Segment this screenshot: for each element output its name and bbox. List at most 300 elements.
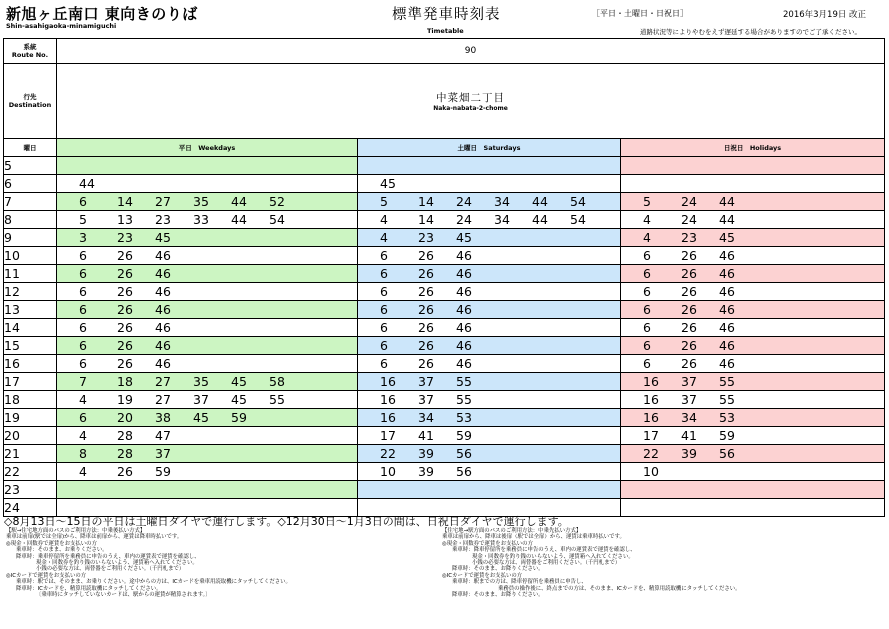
note-line: ◎現金・回数券で運賃をお支払いの方 xyxy=(442,540,533,547)
holiday-minutes-cell xyxy=(621,499,885,517)
holiday-minutes-cell xyxy=(621,373,885,391)
departure-minute: 37 xyxy=(418,374,434,389)
timetable xyxy=(3,38,885,517)
holiday-minutes-cell xyxy=(621,337,885,355)
departure-minute: 6 xyxy=(79,266,87,281)
weekday-minutes-cell xyxy=(57,229,358,247)
note-line: 乗車時：駅までの方は、降車停留所を乗務員に申告し、 xyxy=(452,579,587,586)
departure-minute: 39 xyxy=(681,446,697,461)
departure-minute: 28 xyxy=(117,446,133,461)
departure-minute: 6 xyxy=(79,194,87,209)
holiday-minutes-cell xyxy=(621,193,885,211)
weekday-minutes-cell xyxy=(57,157,358,175)
departure-minute: 26 xyxy=(117,266,133,281)
weekday-minutes-cell xyxy=(57,373,358,391)
departure-minute: 44 xyxy=(719,194,735,209)
hour-cell: 14 xyxy=(4,319,57,337)
holiday-minutes-cell xyxy=(621,355,885,373)
departure-minute: 26 xyxy=(117,338,133,353)
saturday-minutes-cell xyxy=(358,319,621,337)
hour-cell: 20 xyxy=(4,427,57,445)
saturday-minutes-cell xyxy=(358,301,621,319)
timetable-header xyxy=(0,0,889,38)
holiday-minutes-cell xyxy=(621,265,885,283)
special-schedule-notice: ◇8月13日～15日の平日は土曜日ダイヤで運行します。◇12月30日～1月3日の間は、日祝日ダイヤで運行します。 xyxy=(4,515,569,528)
departure-minute: 16 xyxy=(643,392,659,407)
note-line: 降車時：乗車停留所を乗務員に申告のうえ、車内の運賃表で運賃を確認し、 xyxy=(16,553,200,560)
departure-minute: 4 xyxy=(380,212,388,227)
departure-minute: 26 xyxy=(418,356,434,371)
departure-minute: 45 xyxy=(193,410,209,425)
departure-minute: 23 xyxy=(155,212,171,227)
saturday-minutes-cell xyxy=(358,373,621,391)
departure-minute: 46 xyxy=(719,284,735,299)
departure-minute: 5 xyxy=(380,194,388,209)
departure-minute: 4 xyxy=(643,230,651,245)
departure-minute: 47 xyxy=(155,428,171,443)
departure-minute: 35 xyxy=(193,194,209,209)
departure-minute: 16 xyxy=(380,392,396,407)
departure-minute: 26 xyxy=(418,284,434,299)
departure-minute: 6 xyxy=(380,356,388,371)
saturday-minutes-cell xyxy=(358,445,621,463)
timetable-row xyxy=(4,283,885,301)
departure-minute: 46 xyxy=(155,266,171,281)
departure-minute: 26 xyxy=(681,284,697,299)
hour-cell: 16 xyxy=(4,355,57,373)
saturday-minutes-cell xyxy=(358,409,621,427)
note-line: 乗車は前扉から、降車は後扉（駅では全扉）から、運賃は乗車時払いです。 xyxy=(442,534,625,541)
hour-cell: 6 xyxy=(4,175,57,193)
hour-cell: 9 xyxy=(4,229,57,247)
departure-minute: 39 xyxy=(418,464,434,479)
departure-minute: 45 xyxy=(231,374,247,389)
departure-minute: 27 xyxy=(155,194,171,209)
weekday-minutes-cell xyxy=(57,265,358,283)
hour-cell: 24 xyxy=(4,499,57,517)
departure-minute: 4 xyxy=(79,428,87,443)
holiday-minutes-cell xyxy=(621,229,885,247)
hour-cell: 17 xyxy=(4,373,57,391)
timetable-row xyxy=(4,445,885,463)
departure-minute: 26 xyxy=(117,302,133,317)
departure-minute: 14 xyxy=(418,212,434,227)
timetable-row xyxy=(4,211,885,229)
departure-minute: 5 xyxy=(79,212,87,227)
departure-minute: 46 xyxy=(155,248,171,263)
departure-minute: 45 xyxy=(719,230,735,245)
note-line: 小銭の必要な方は、両替器をご利用ください。（千円札まで） xyxy=(36,566,185,573)
weekday-minutes-cell xyxy=(57,175,358,193)
holidays-column-header: 日祝日 Holidays xyxy=(621,139,885,157)
departure-minute: 41 xyxy=(681,428,697,443)
departure-minute: 6 xyxy=(79,284,87,299)
saturday-minutes-cell xyxy=(358,481,621,499)
timetable-row xyxy=(4,265,885,283)
timetable-row xyxy=(4,463,885,481)
destination-row xyxy=(4,64,885,139)
note-line: ◎ICカードで運賃をお支払いの方 xyxy=(442,572,523,579)
saturday-minutes-cell xyxy=(358,337,621,355)
departure-minute: 46 xyxy=(719,338,735,353)
destination-name-roman: Naka-nabata-2-chome xyxy=(433,105,508,112)
departure-minute: 3 xyxy=(79,230,87,245)
departure-minute: 8 xyxy=(79,446,87,461)
weekday-minutes-cell xyxy=(57,355,358,373)
weekday-minutes-cell xyxy=(57,193,358,211)
departure-minute: 55 xyxy=(719,392,735,407)
departure-minute: 26 xyxy=(681,338,697,353)
departure-minute: 23 xyxy=(681,230,697,245)
departure-minute: 26 xyxy=(418,266,434,281)
departure-minute: 55 xyxy=(269,392,285,407)
departure-minute: 27 xyxy=(155,392,171,407)
column-header-row xyxy=(4,139,885,157)
hour-cell: 7 xyxy=(4,193,57,211)
departure-minute: 23 xyxy=(117,230,133,245)
page-title: 標準発車時刻表 xyxy=(392,7,501,23)
departure-minute: 46 xyxy=(155,284,171,299)
departure-minute: 46 xyxy=(155,356,171,371)
departure-minute: 55 xyxy=(719,374,735,389)
departure-minute: 59 xyxy=(719,428,735,443)
departure-minute: 6 xyxy=(79,356,87,371)
boarding-notes-to-residential xyxy=(6,528,291,598)
departure-minute: 38 xyxy=(155,410,171,425)
departure-minute: 39 xyxy=(418,446,434,461)
note-line: ◎現金・回数券で運賃をお支払いの方 xyxy=(6,540,97,547)
departure-minute: 18 xyxy=(117,374,133,389)
departure-minute: 17 xyxy=(380,428,396,443)
saturday-minutes-cell xyxy=(358,427,621,445)
departure-minute: 4 xyxy=(79,392,87,407)
timetable-row xyxy=(4,157,885,175)
departure-minute: 45 xyxy=(155,230,171,245)
departure-minute: 24 xyxy=(681,212,697,227)
departure-minute: 41 xyxy=(418,428,434,443)
note-line: 現金・回数券を釣り銭のいらないよう、運賃箱へ入れてください。 xyxy=(472,553,634,560)
holiday-minutes-cell xyxy=(621,445,885,463)
departure-minute: 55 xyxy=(456,374,472,389)
departure-minute: 4 xyxy=(380,230,388,245)
hour-cell: 12 xyxy=(4,283,57,301)
note-line: 乗車時：降車停留所を乗務員に申告のうえ、車内の運賃表で運賃を確認し、 xyxy=(452,547,636,554)
departure-minute: 27 xyxy=(155,374,171,389)
weekday-minutes-cell xyxy=(57,211,358,229)
saturday-minutes-cell xyxy=(358,229,621,247)
departure-minute: 56 xyxy=(719,446,735,461)
departure-minute: 44 xyxy=(719,212,735,227)
departure-minute: 59 xyxy=(231,410,247,425)
departure-minute: 46 xyxy=(155,302,171,317)
departure-minute: 26 xyxy=(418,338,434,353)
note-line: 乗車は前扉(駅では全扉)から、降車は前扉から、運賃は降車時払いです。 xyxy=(6,534,183,541)
departure-minute: 6 xyxy=(79,248,87,263)
departure-minute: 26 xyxy=(117,320,133,335)
departure-minute: 6 xyxy=(643,284,651,299)
note-line: 現金・回数券を釣り銭のいらないよう、運賃箱へ入れてください。 xyxy=(36,560,198,567)
destination-label-en: Destination xyxy=(8,101,52,109)
hour-cell: 13 xyxy=(4,301,57,319)
departure-minute: 37 xyxy=(155,446,171,461)
departure-minute: 45 xyxy=(380,176,396,191)
departure-minute: 46 xyxy=(456,338,472,353)
holiday-minutes-cell xyxy=(621,319,885,337)
hour-cell: 15 xyxy=(4,337,57,355)
departure-minute: 23 xyxy=(418,230,434,245)
departure-minute: 56 xyxy=(456,464,472,479)
departure-minute: 33 xyxy=(193,212,209,227)
holiday-minutes-cell xyxy=(621,391,885,409)
hour-cell: 5 xyxy=(4,157,57,175)
departure-minute: 54 xyxy=(269,212,285,227)
saturday-minutes-cell xyxy=(358,211,621,229)
note-line: 小銭の必要な方は、両替器をご利用ください。（千円札まで） xyxy=(472,560,621,567)
hour-cell: 22 xyxy=(4,463,57,481)
saturday-minutes-cell xyxy=(358,355,621,373)
departure-minute: 14 xyxy=(418,194,434,209)
departure-minute: 26 xyxy=(117,284,133,299)
departure-minute: 6 xyxy=(79,338,87,353)
departure-minute: 55 xyxy=(456,392,472,407)
hour-cell: 23 xyxy=(4,481,57,499)
weekday-minutes-cell xyxy=(57,337,358,355)
departure-minute: 14 xyxy=(117,194,133,209)
saturdays-column-header: 土曜日 Saturdays xyxy=(358,139,621,157)
destination-label-ja: 行先 xyxy=(23,93,37,101)
departure-minute: 46 xyxy=(719,356,735,371)
departure-minute: 16 xyxy=(380,374,396,389)
saturday-minutes-cell xyxy=(358,391,621,409)
departure-minute: 6 xyxy=(643,266,651,281)
note-line: 降車時：そのまま、お降りください。 xyxy=(452,566,544,573)
departure-minute: 26 xyxy=(418,320,434,335)
departure-minute: 4 xyxy=(643,212,651,227)
departure-minute: 6 xyxy=(79,320,87,335)
departure-minute: 6 xyxy=(79,302,87,317)
note-line: ◎ICカードで運賃をお支払いの方 xyxy=(6,572,87,579)
departure-minute: 52 xyxy=(269,194,285,209)
departure-minute: 6 xyxy=(380,284,388,299)
page-title-roman: Timetable xyxy=(427,27,464,35)
departure-minute: 28 xyxy=(117,428,133,443)
route-label-en: Route No. xyxy=(11,51,49,59)
weekday-minutes-cell xyxy=(57,247,358,265)
departure-minute: 13 xyxy=(117,212,133,227)
departure-minute: 26 xyxy=(117,356,133,371)
holiday-minutes-cell xyxy=(621,409,885,427)
timetable-row xyxy=(4,373,885,391)
hour-cell: 10 xyxy=(4,247,57,265)
departure-minute: 46 xyxy=(456,284,472,299)
holiday-minutes-cell xyxy=(621,247,885,265)
timetable-row xyxy=(4,175,885,193)
departure-minute: 44 xyxy=(231,194,247,209)
destination-label xyxy=(4,64,57,139)
route-number: 90 xyxy=(57,39,885,64)
holiday-minutes-cell xyxy=(621,157,885,175)
departure-minute: 46 xyxy=(719,302,735,317)
departure-minute: 6 xyxy=(380,338,388,353)
saturday-minutes-cell xyxy=(358,283,621,301)
departure-minute: 37 xyxy=(681,374,697,389)
hour-cell: 21 xyxy=(4,445,57,463)
departure-minute: 56 xyxy=(456,446,472,461)
weekday-minutes-cell xyxy=(57,445,358,463)
saturday-minutes-cell xyxy=(358,157,621,175)
departure-minute: 24 xyxy=(456,212,472,227)
departure-minute: 46 xyxy=(456,320,472,335)
note-line: 乗車時：駅では、そのまま、お乗りください。途中からの方は、ICカードを乗車用読取機にタッチしてください。 xyxy=(16,579,291,586)
departure-minute: 44 xyxy=(231,212,247,227)
departure-minute: 6 xyxy=(380,266,388,281)
departure-minute: 24 xyxy=(456,194,472,209)
departure-minute: 59 xyxy=(456,428,472,443)
saturday-minutes-cell xyxy=(358,265,621,283)
departure-minute: 26 xyxy=(681,248,697,263)
departure-minute: 34 xyxy=(494,212,510,227)
departure-minute: 46 xyxy=(456,266,472,281)
departure-minute: 6 xyxy=(643,356,651,371)
departure-minute: 26 xyxy=(681,266,697,281)
departure-minute: 19 xyxy=(117,392,133,407)
weekday-minutes-cell xyxy=(57,391,358,409)
departure-minute: 16 xyxy=(643,374,659,389)
departure-minute: 26 xyxy=(117,464,133,479)
holiday-minutes-cell xyxy=(621,175,885,193)
departure-minute: 6 xyxy=(643,320,651,335)
timetable-row xyxy=(4,247,885,265)
holiday-minutes-cell xyxy=(621,463,885,481)
hour-cell: 18 xyxy=(4,391,57,409)
route-label xyxy=(4,39,57,64)
departure-minute: 22 xyxy=(643,446,659,461)
departure-minute: 20 xyxy=(117,410,133,425)
weekday-minutes-cell xyxy=(57,283,358,301)
departure-minute: 24 xyxy=(681,194,697,209)
saturday-minutes-cell xyxy=(358,463,621,481)
departure-minute: 34 xyxy=(418,410,434,425)
departure-minute: 6 xyxy=(380,248,388,263)
day-types-label: ［平日・土曜日・日祝日］ xyxy=(592,9,688,18)
weekday-minutes-cell xyxy=(57,463,358,481)
weekdays-column-header: 平日 Weekdays xyxy=(57,139,358,157)
hour-cell: 11 xyxy=(4,265,57,283)
note-line: 【駅→住宅地方面のバスのご利用方法：中乗後払い方式】 xyxy=(6,528,146,534)
departure-minute: 4 xyxy=(79,464,87,479)
departure-minute: 53 xyxy=(456,410,472,425)
saturday-minutes-cell xyxy=(358,247,621,265)
departure-minute: 26 xyxy=(117,248,133,263)
note-line: 〔乗車時にタッチしていないカードは、駅からの運賃が精算されます。〕 xyxy=(36,592,211,599)
note-line: 降車時：そのまま、お降りください。 xyxy=(452,592,544,599)
departure-minute: 6 xyxy=(380,302,388,317)
departure-minute: 26 xyxy=(418,248,434,263)
departure-minute: 46 xyxy=(456,248,472,263)
revision-date: 2016年3月19日 改正 xyxy=(783,10,867,20)
departure-minute: 26 xyxy=(681,320,697,335)
departure-minute: 59 xyxy=(155,464,171,479)
timetable-row xyxy=(4,427,885,445)
departure-minute: 10 xyxy=(643,464,659,479)
departure-minute: 37 xyxy=(681,392,697,407)
holiday-minutes-cell xyxy=(621,211,885,229)
weekday-minutes-cell xyxy=(57,409,358,427)
departure-minute: 37 xyxy=(193,392,209,407)
departure-minute: 37 xyxy=(418,392,434,407)
hour-cell: 19 xyxy=(4,409,57,427)
departure-minute: 44 xyxy=(79,176,95,191)
departure-minute: 46 xyxy=(456,356,472,371)
timetable-row xyxy=(4,355,885,373)
departure-minute: 10 xyxy=(380,464,396,479)
departure-minute: 34 xyxy=(494,194,510,209)
delay-notice: 道路状況等によりやむをえず遅延する場合がありますのでご了承ください。 xyxy=(640,28,861,36)
weekday-minutes-cell xyxy=(57,481,358,499)
departure-minute: 6 xyxy=(643,338,651,353)
departure-minute: 46 xyxy=(155,338,171,353)
timetable-row xyxy=(4,391,885,409)
stop-name-roman: Shin-asahigaoka-minamiguchi xyxy=(6,22,117,30)
destination-name: 中菜畑二丁目 xyxy=(436,92,506,104)
timetable-row xyxy=(4,193,885,211)
departure-minute: 34 xyxy=(681,410,697,425)
departure-minute: 6 xyxy=(643,302,651,317)
departure-minute: 46 xyxy=(719,248,735,263)
destination-value xyxy=(57,64,885,139)
departure-minute: 6 xyxy=(643,248,651,263)
note-line: 【住宅地→駅方面のバスのご利用方法：中乗先払い方式】 xyxy=(442,528,582,534)
departure-minute: 35 xyxy=(193,374,209,389)
hour-cell: 8 xyxy=(4,211,57,229)
departure-minute: 26 xyxy=(681,302,697,317)
departure-minute: 58 xyxy=(269,374,285,389)
holiday-minutes-cell xyxy=(621,481,885,499)
holiday-minutes-cell xyxy=(621,301,885,319)
saturday-minutes-cell xyxy=(358,193,621,211)
departure-minute: 53 xyxy=(719,410,735,425)
weekday-minutes-cell xyxy=(57,319,358,337)
note-line: 乗務員の操作後に、終点までの方は、そのまま、ICカードを、精算用読取機にタッチしてください。 xyxy=(498,585,741,592)
weekday-minutes-cell xyxy=(57,427,358,445)
departure-minute: 45 xyxy=(231,392,247,407)
departure-minute: 16 xyxy=(380,410,396,425)
timetable-row xyxy=(4,337,885,355)
route-row xyxy=(4,39,885,64)
timetable-row xyxy=(4,409,885,427)
hour-column-header: 曜日 xyxy=(4,139,57,157)
departure-minute: 26 xyxy=(418,302,434,317)
holiday-minutes-cell xyxy=(621,283,885,301)
departure-minute: 26 xyxy=(681,356,697,371)
timetable-row xyxy=(4,301,885,319)
departure-minute: 16 xyxy=(643,410,659,425)
saturday-minutes-cell xyxy=(358,175,621,193)
timetable-row xyxy=(4,229,885,247)
departure-minute: 6 xyxy=(79,410,87,425)
timetable-row xyxy=(4,319,885,337)
departure-minute: 44 xyxy=(532,212,548,227)
boarding-notes-to-station xyxy=(442,528,741,598)
departure-minute: 46 xyxy=(719,320,735,335)
departure-minute: 54 xyxy=(570,194,586,209)
departure-minute: 7 xyxy=(79,374,87,389)
departure-minute: 45 xyxy=(456,230,472,245)
departure-minute: 17 xyxy=(643,428,659,443)
departure-minute: 46 xyxy=(719,266,735,281)
timetable-row xyxy=(4,481,885,499)
holiday-minutes-cell xyxy=(621,427,885,445)
